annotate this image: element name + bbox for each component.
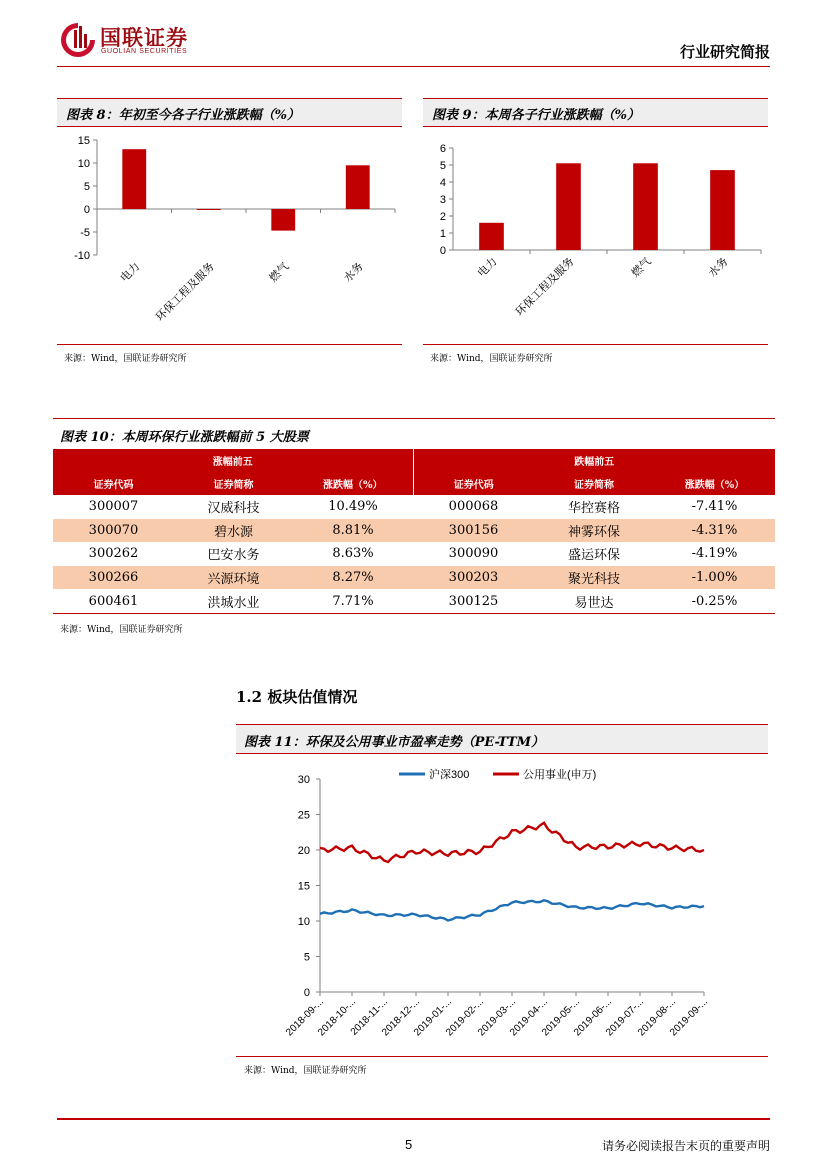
table-row xyxy=(53,589,775,613)
x-tick-label: 2019-07-... xyxy=(604,996,647,1039)
table-row xyxy=(53,495,775,519)
x-category-label: 燃气 xyxy=(629,255,654,280)
table-cell: 300070 xyxy=(53,519,174,543)
group-header-losers: 跌幅前五 xyxy=(413,449,775,472)
table-row xyxy=(53,566,775,590)
y-tick-label: -10 xyxy=(74,250,90,262)
legend-label: 沪深300 xyxy=(429,769,470,781)
x-tick-label: 2019-06-... xyxy=(572,996,615,1039)
x-category-label: 电力 xyxy=(475,255,500,280)
y-tick-label: 15 xyxy=(77,135,90,147)
table-cell: 300125 xyxy=(413,589,534,613)
y-tick-label: 15 xyxy=(297,880,310,893)
table-cell: -1.00% xyxy=(654,566,775,590)
figure11-source-rule xyxy=(236,1056,768,1057)
figure8-source: 来源：Wind，国联证券研究所 xyxy=(64,354,187,364)
y-tick-label: 5 xyxy=(83,181,90,193)
table-cell: 300007 xyxy=(88,499,139,515)
x-tick-label: 2019-03-... xyxy=(476,996,519,1039)
column-header: 证券简称 xyxy=(534,472,654,495)
table-cell: 洪城水业 xyxy=(174,589,293,613)
y-tick-label: 10 xyxy=(297,916,310,928)
figure9-source: 来源：Wind，国联证券研究所 xyxy=(430,354,553,364)
figure11-title-rule xyxy=(236,753,768,754)
x-tick-label: 2019-08-... xyxy=(636,996,679,1039)
y-tick-label: 0 xyxy=(303,987,310,999)
table-cell: 7.71% xyxy=(293,589,413,613)
y-tick-label: 5 xyxy=(439,160,446,172)
bar xyxy=(710,170,735,250)
bar xyxy=(346,165,370,209)
x-tick-label: 2019-05-... xyxy=(540,996,583,1039)
legend-label: 公用事业(申万) xyxy=(523,769,597,781)
report-type: 行业研究简报 xyxy=(679,43,770,61)
x-tick-label: 2019-02-... xyxy=(444,996,487,1039)
y-tick-label: 1 xyxy=(439,228,446,240)
y-tick-label: -5 xyxy=(80,227,90,239)
column-header: 证券代码 xyxy=(53,472,174,495)
table-cell: -4.19% xyxy=(691,546,738,562)
table-cell: 神雾环保 xyxy=(534,519,654,543)
table-row xyxy=(53,519,775,543)
figure9-source-rule xyxy=(423,344,768,345)
table-cell: 华控赛格 xyxy=(567,501,620,517)
section-heading: 1.2 板块估值情况 xyxy=(236,688,358,706)
bar xyxy=(479,223,504,250)
figure8-source-rule xyxy=(57,344,402,345)
table-cell: 8.27% xyxy=(293,566,413,590)
bar xyxy=(556,163,581,250)
x-tick-label: 2018-10-... xyxy=(316,996,359,1039)
table-cell: 10.49% xyxy=(328,499,378,515)
table-cell: 兴源环境 xyxy=(174,566,293,590)
logo-mark-icon xyxy=(60,20,96,60)
y-tick-label: 4 xyxy=(439,177,446,189)
y-tick-label: 20 xyxy=(297,845,310,857)
table-cell: 300266 xyxy=(53,566,174,590)
figure10-title: 图表 10：本周环保行业涨跌幅前 5 大股票 xyxy=(60,430,309,445)
x-category-label: 燃气 xyxy=(267,260,292,285)
x-tick-label: 2018-11-... xyxy=(348,996,391,1038)
figure10-top-rule xyxy=(53,418,775,419)
y-tick-label: 5 xyxy=(303,951,310,964)
logo-chinese-name: 国联证券 xyxy=(100,26,188,50)
table-cell: 300262 xyxy=(88,546,139,562)
table-cell: 汉威科技 xyxy=(207,501,260,517)
y-tick-label: 2 xyxy=(439,211,446,223)
table-cell: 盛运环保 xyxy=(567,548,620,564)
table-cell: 600461 xyxy=(53,589,174,613)
x-tick-label: 2018-12-... xyxy=(380,996,423,1039)
figure9-title-rule xyxy=(423,126,768,127)
figure9-title: 图表 9：本周各子行业涨跌幅（%） xyxy=(432,108,640,123)
table-cell: 8.63% xyxy=(332,546,374,562)
x-tick-label: 2018-09-... xyxy=(284,996,327,1039)
x-category-label: 水务 xyxy=(341,260,366,285)
figure11-title: 图表 11：环保及公用事业市盈率走势（PE-TTM） xyxy=(244,735,545,750)
table-cell: 易世达 xyxy=(534,589,654,613)
bar xyxy=(122,149,146,209)
table-cell: 碧水源 xyxy=(174,519,293,543)
group-header-gainers: 涨幅前五 xyxy=(53,449,413,472)
company-logo xyxy=(60,20,220,60)
series-line-utility xyxy=(320,823,704,862)
table-column-header-row xyxy=(53,472,775,495)
table-cell: -7.41% xyxy=(691,499,738,515)
table-cell: 巴安水务 xyxy=(207,548,260,564)
x-category-label: 电力 xyxy=(118,260,143,285)
column-header: 证券代码 xyxy=(413,472,534,495)
x-tick-label: 2019-04-... xyxy=(508,996,551,1039)
y-tick-label: 6 xyxy=(439,143,446,155)
column-header: 涨跌幅（%） xyxy=(654,472,775,495)
page-number: 5 xyxy=(405,1137,413,1152)
table-cell: 300156 xyxy=(413,519,534,543)
table-cell: 300090 xyxy=(448,546,499,562)
y-tick-label: 3 xyxy=(439,194,446,206)
x-category-label: 环保工程及服务 xyxy=(153,260,217,324)
x-tick-label: 2019-01-... xyxy=(412,996,455,1039)
y-tick-label: 10 xyxy=(77,158,90,170)
figure8-title-rule xyxy=(57,126,402,127)
bar xyxy=(197,209,221,210)
bar xyxy=(633,163,658,250)
figure10-source: 来源：Wind，国联证券研究所 xyxy=(60,625,183,635)
table-cell: 8.81% xyxy=(293,519,413,543)
table-cell: 聚光科技 xyxy=(534,566,654,590)
top-movers-table xyxy=(53,449,775,614)
table-cell: -4.31% xyxy=(654,519,775,543)
y-tick-label: 0 xyxy=(83,204,90,216)
figure9-chart xyxy=(423,130,768,340)
x-tick-label: 2019-09-... xyxy=(668,996,711,1039)
figure11-chart xyxy=(236,756,768,1052)
bar xyxy=(271,209,295,231)
x-category-label: 水务 xyxy=(706,255,731,280)
table-cell: 000068 xyxy=(448,499,499,515)
y-tick-label: 25 xyxy=(297,809,310,822)
column-header: 证券简称 xyxy=(174,472,293,495)
table-cell: -0.25% xyxy=(654,589,775,613)
figure8-chart xyxy=(57,130,402,340)
footer-disclaimer: 请务必阅读报告末页的重要声明 xyxy=(601,1139,770,1153)
table-group-header-row xyxy=(53,449,775,472)
logo-english-name: GUOLIAN SECURITIES xyxy=(101,48,188,55)
x-category-label: 环保工程及服务 xyxy=(513,255,577,319)
table-cell: 300203 xyxy=(413,566,534,590)
series-line-hs300 xyxy=(320,900,704,920)
table-row xyxy=(53,542,775,566)
y-tick-label: 0 xyxy=(439,245,446,257)
figure11-source: 来源：Wind，国联证券研究所 xyxy=(244,1066,367,1076)
y-tick-label: 30 xyxy=(297,774,310,786)
figure8-title: 图表 8：年初至今各子行业涨跌幅（%） xyxy=(66,108,300,123)
column-header: 涨跌幅（%） xyxy=(293,472,413,495)
header-divider xyxy=(57,66,770,67)
footer-divider xyxy=(57,1118,770,1120)
